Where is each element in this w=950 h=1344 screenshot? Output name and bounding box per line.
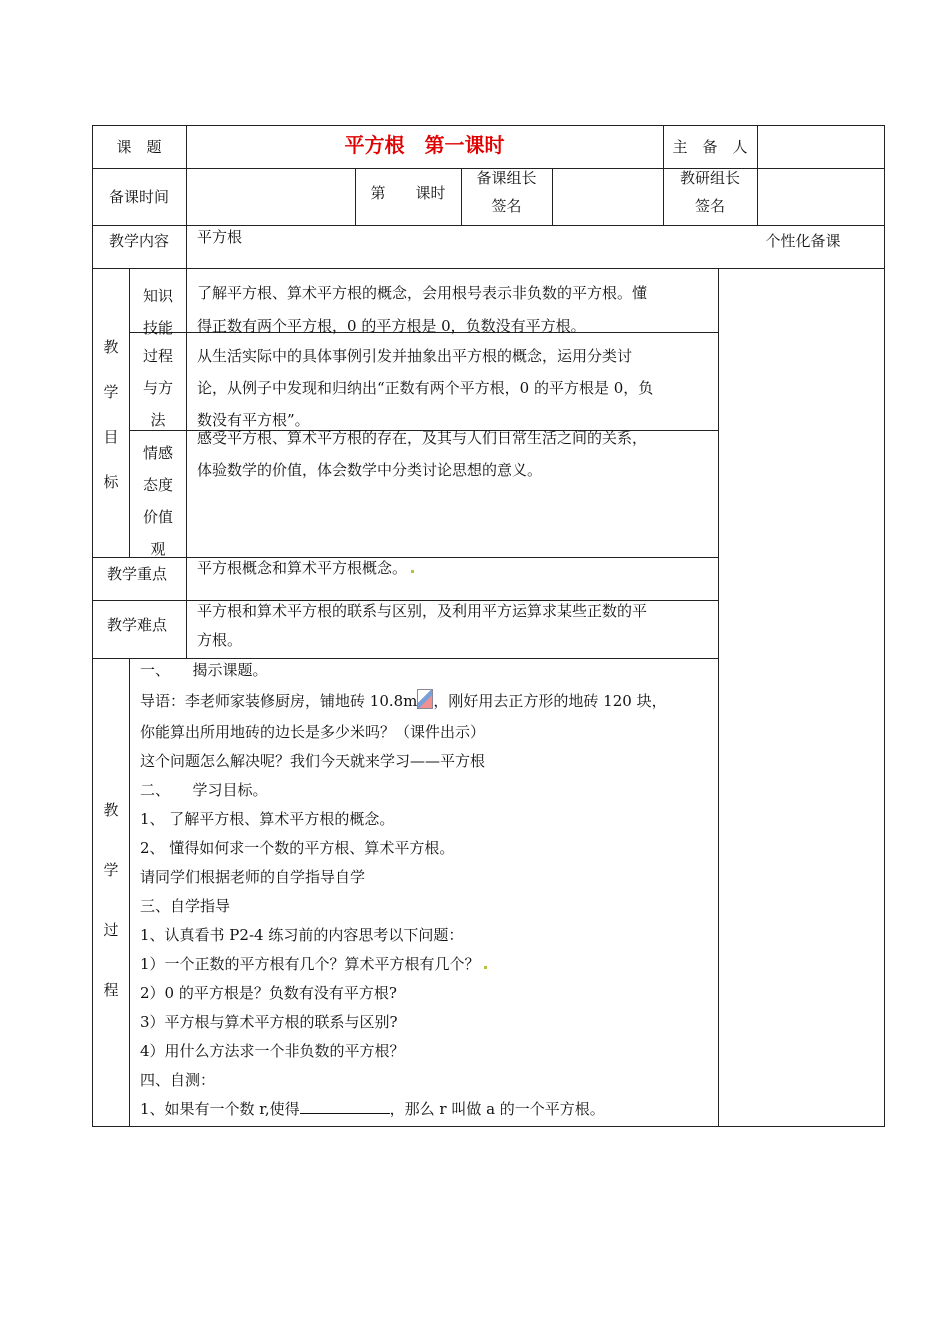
table-border-right (884, 125, 885, 1127)
highlight-mark (411, 570, 414, 573)
process-line: 四、自测： (140, 1071, 216, 1089)
key-point-label: 教学重点 (107, 565, 168, 583)
knowledge-text: 了解平方根、算术平方根的概念，会用根号表示非负数的平方根。懂 得正数有两个平方根，0 的平方根是 0，负数没有平方根。 (197, 284, 648, 335)
col-sep (129, 268, 130, 557)
process-line: 1、如果有一个数 r,使得 ，那么 r 叫做 a 的一个平方根。 (140, 1095, 715, 1124)
process-line: 2、 懂得如何求一个数的平方根、算术平方根。 (140, 839, 455, 857)
research-leader-label: 教研组长 (679, 169, 740, 187)
highlight-mark (484, 966, 487, 969)
fill-in-blank[interactable] (300, 1097, 390, 1114)
lesson-number-label: 第 课时 (370, 184, 446, 202)
content-value: 平方根 (197, 228, 243, 246)
process-content (140, 656, 715, 1124)
process-line: 一、 揭示课题。 (140, 661, 268, 679)
personalized-label: 个性化备课 (765, 232, 841, 250)
process-method-label: 过程 与方 法 (143, 347, 174, 429)
process-line: 导语：李老师家装修厨房，铺地砖 10.8m ，刚好用去正方形的地砖 120 块， (140, 685, 715, 718)
process-line: 请同学们根据老师的自学指导自学 (140, 868, 366, 886)
process-method-text: 从生活实际中的具体事例引发并抽象出平方根的概念，运用分类讨 论，从例子中发现和归纳出“正数有两个平方根，0 的平方根是 0，负 数没有平方根”。 (197, 347, 654, 429)
knowledge-label: 知识 技能 (143, 287, 174, 337)
table-border-top (92, 125, 885, 126)
process-line: 1）一个正数的平方根有几个？算术平方根有几个？ (140, 950, 715, 979)
emotion-attitude-text: 感受平方根、算术平方根的存在，及其与人们日常生活之间的关系， 体验数学的价值，体会数学中分类讨论思想的意义。 (197, 429, 648, 479)
col-sep (757, 125, 758, 225)
image-fragment-icon (417, 689, 433, 709)
difficulty-text: 平方根和算术平方根的联系与区别，及利用平方运算求某些正数的平 方根。 (197, 602, 648, 649)
objectives-side-label: 教 学 目 标 (103, 338, 119, 491)
group-leader-sign-label: 签名 (491, 197, 522, 215)
table-border-left (92, 125, 93, 1127)
col-sep (186, 268, 187, 557)
page-title: 平方根 第一课时 (344, 133, 505, 157)
research-leader-sign-label: 签名 (694, 197, 725, 215)
process-line: 1、 了解平方根、算术平方根的概念。 (140, 810, 395, 828)
table-border-bottom (92, 1126, 885, 1127)
prep-time-label: 备课时间 (108, 188, 169, 206)
col-sep (129, 658, 130, 1126)
process-line: 三、自学指导 (140, 897, 231, 915)
preparer-label: 主 备 人 (672, 138, 748, 156)
difficulty-label: 教学难点 (107, 616, 168, 634)
col-sep (552, 168, 553, 225)
process-line: 你能算出所用地砖的边长是多少米吗？（课件出示） (140, 723, 486, 741)
topic-label: 课 题 (116, 138, 162, 156)
process-side-label: 教 学 过 程 (103, 801, 119, 999)
process-line: 2）0 的平方根是？负数有没有平方根? (140, 984, 397, 1002)
col-sep (186, 557, 187, 658)
content-label: 教学内容 (108, 232, 169, 250)
process-line: 3）平方根与算术平方根的联系与区别? (140, 1013, 398, 1031)
col-sep (718, 268, 719, 1126)
group-leader-label: 备课组长 (476, 169, 537, 187)
key-point-text: 平方根概念和算术平方根概念。 (197, 557, 414, 579)
process-line: 4）用什么方法求一个非负数的平方根？ (140, 1042, 405, 1060)
process-line: 这个问题怎么解决呢？我们今天就来学习——平方根 (140, 752, 486, 770)
row-sep (92, 268, 885, 269)
process-line: 二、 学习目标。 (140, 781, 268, 799)
process-line: 1、认真看书 P2-4 练习前的内容思考以下问题： (140, 926, 464, 944)
emotion-attitude-label: 情感 态度 价值 观 (143, 444, 174, 558)
